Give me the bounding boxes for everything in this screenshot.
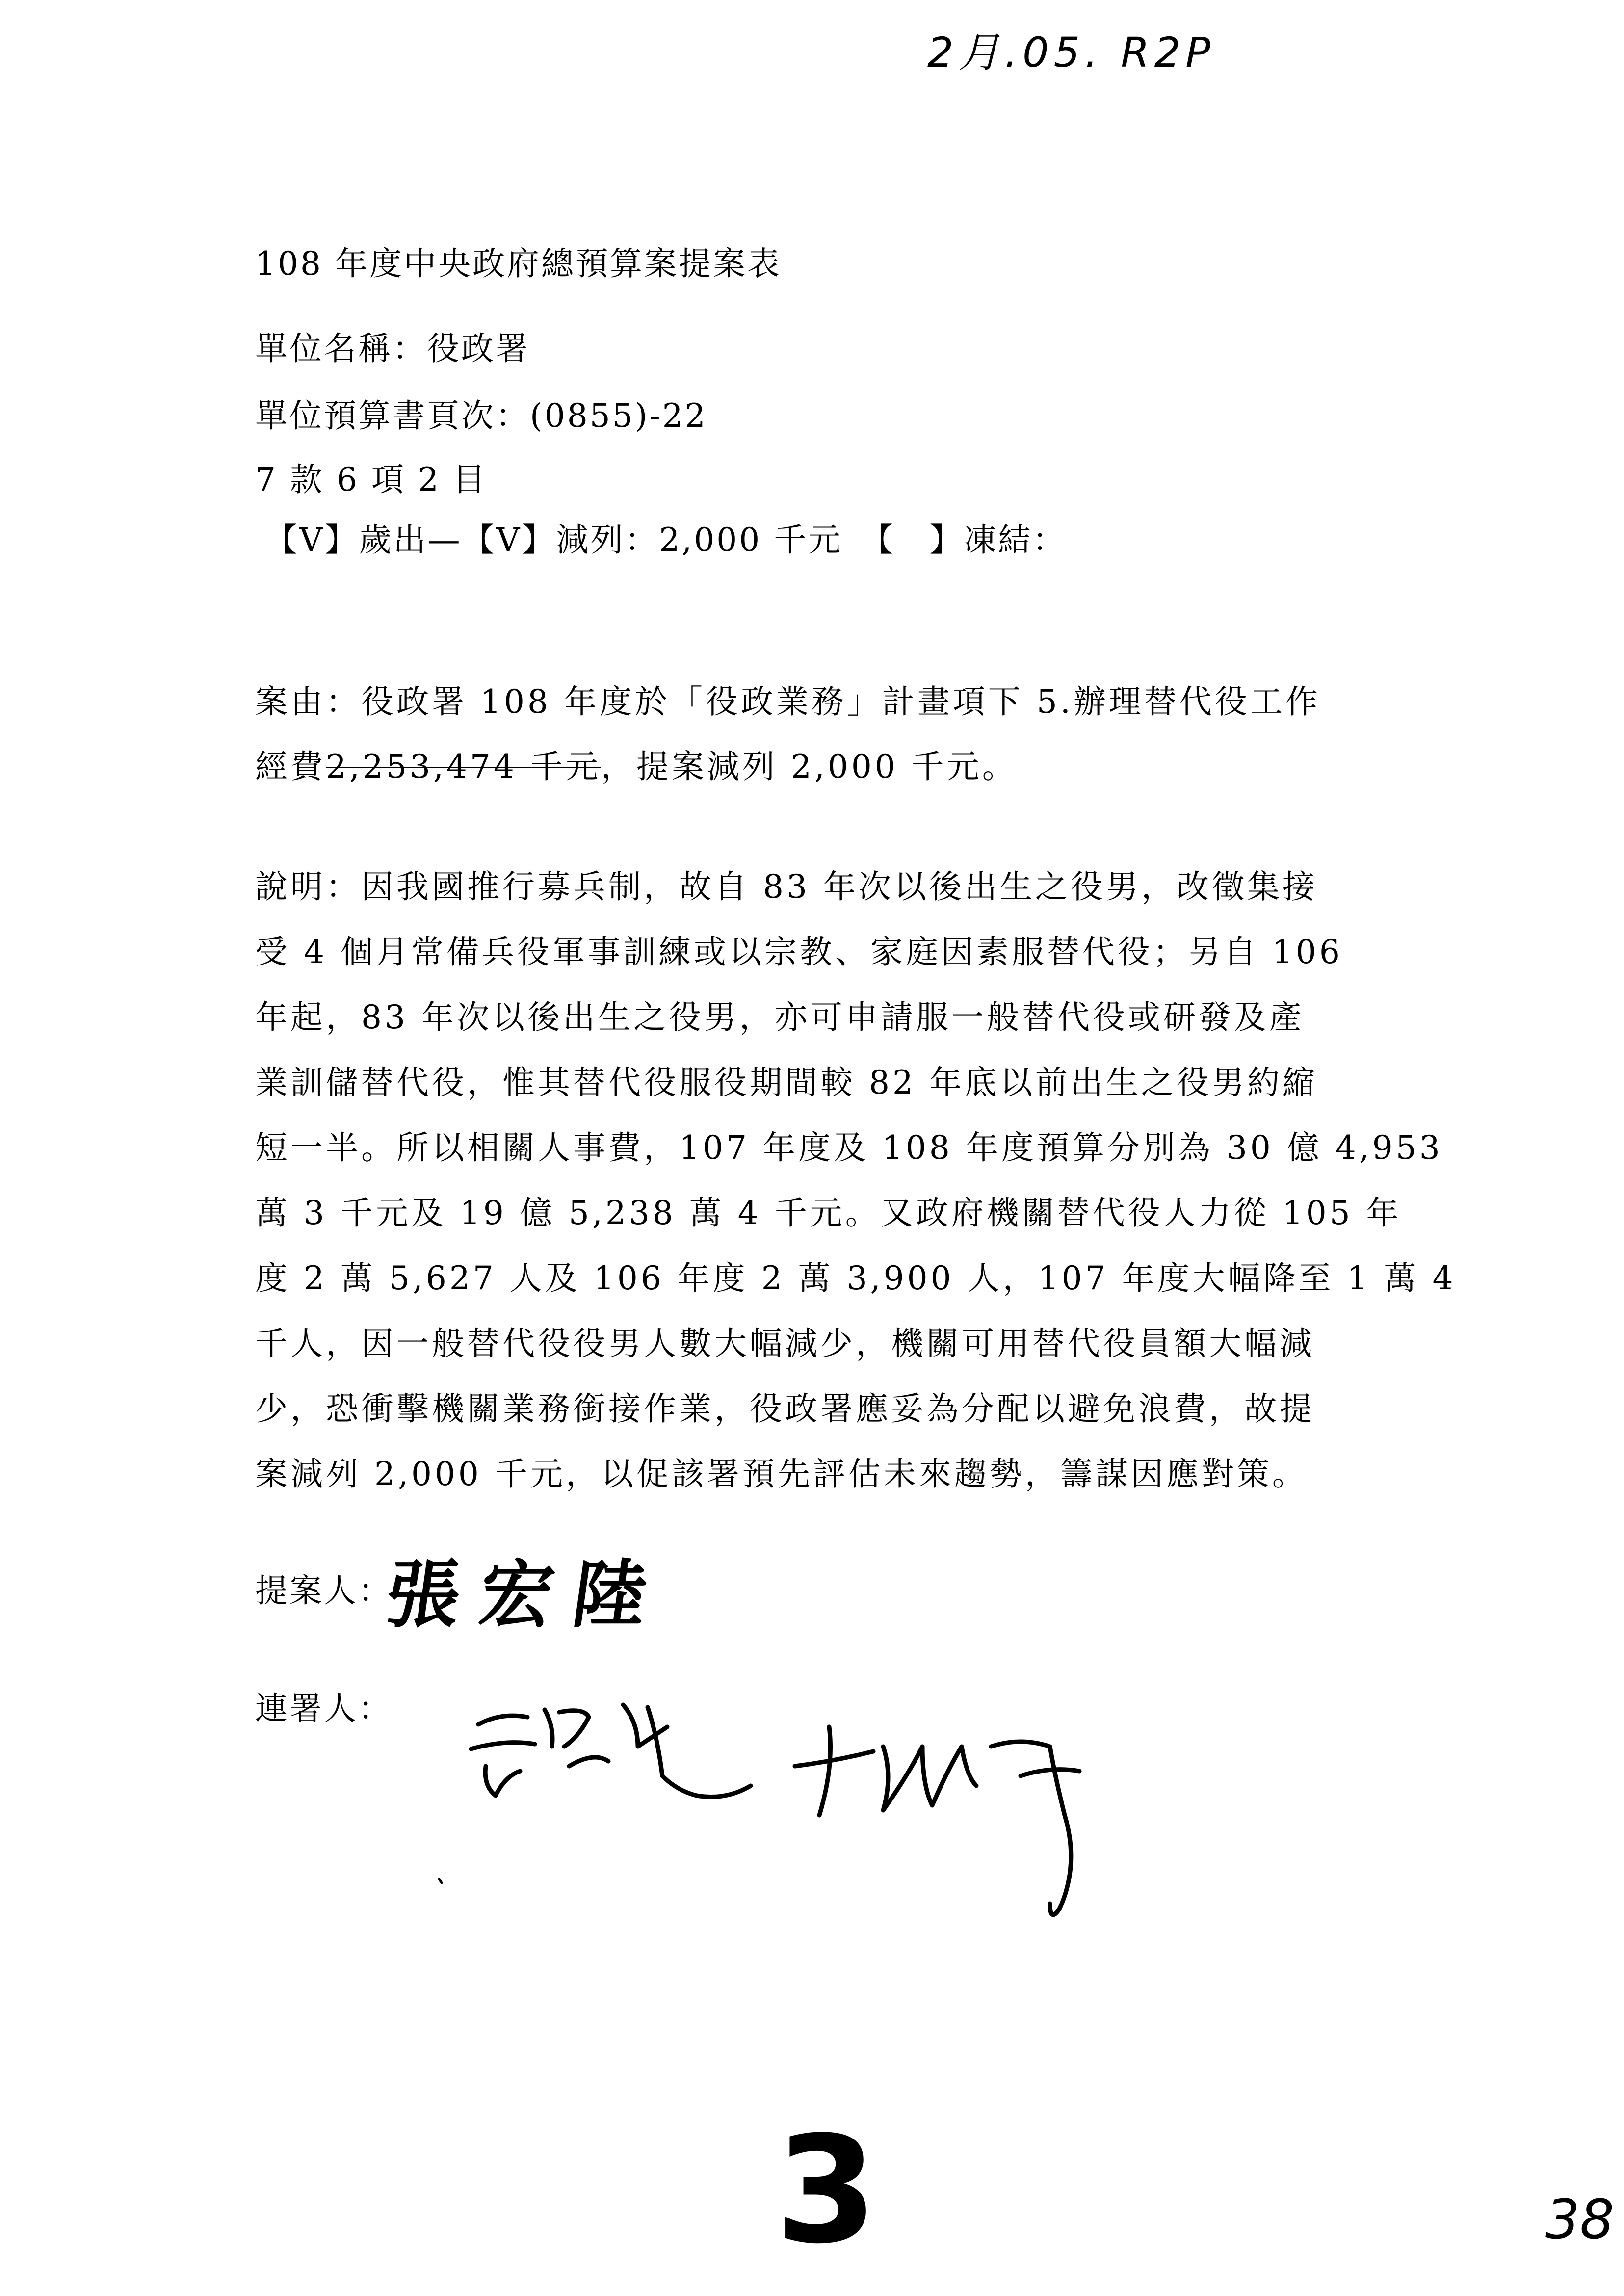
page-number: 3 <box>775 2105 878 2276</box>
item-code: 7 款 6 項 2 目 <box>255 461 487 498</box>
document-title: 108 年度中央政府總預算案提案表 <box>255 245 782 283</box>
expense-line: 【V】歲出—【V】減列：2,000 千元 【 】凍結： <box>265 521 1067 559</box>
explanation-line-8: 千人，因一般替代役役男人數大幅減少，機關可用替代役員額大幅減 <box>255 1325 1315 1362</box>
budget-page-ref: 單位預算書頁次：(0855)-22 <box>255 397 707 435</box>
cosigner-label: 連署人： <box>255 1690 393 1727</box>
explanation-line-9: 少，恐衝擊機關業務銜接作業，役政署應妥為分配以避免浪費，故提 <box>255 1390 1315 1428</box>
reason-amount: 2,253,474 千元 <box>326 748 601 785</box>
proposer-signature: 張宏陸 <box>380 1553 673 1638</box>
explanation-line-4: 業訓儲替代役，惟其替代役服役期間較 82 年底以前出生之役男約縮 <box>255 1064 1318 1101</box>
explanation-line-1: 說明：因我國推行募兵制，故自 83 年次以後出生之役男，改徵集接 <box>255 868 1318 906</box>
explanation-line-3: 年起，83 年次以後出生之役男，亦可申請服一般替代役或研發及產 <box>255 998 1305 1036</box>
cosigner-signature-1 <box>478 1716 527 1724</box>
explanation-line-10: 案減列 2,000 千元，以促該署預先評估未來趨勢，籌謀因應對策。 <box>255 1455 1308 1493</box>
corner-number: 38 <box>1545 2188 1614 2251</box>
explanation-line-7: 度 2 萬 5,627 人及 106 年度 2 萬 3,900 人，107 年度大幅降至 1 萬 4 <box>255 1259 1456 1297</box>
cosigner-signature-2 <box>795 1751 873 1766</box>
reason-line-1: 案由：役政署 108 年度於「役政業務」計畫項下 5.辦理替代役工作 <box>255 683 1321 721</box>
proposer-label: 提案人： <box>255 1572 393 1610</box>
explanation-line-6: 萬 3 千元及 19 億 5,238 萬 4 千元。又政府機關替代役人力從 105 年 <box>255 1194 1402 1232</box>
reason-suffix: ，提案減列 2,000 千元。 <box>601 748 1018 785</box>
reason-prefix: 經費 <box>255 748 326 785</box>
explanation-line-5: 短一半。所以相關人事費，107 年度及 108 年度預算分別為 30 億 4,953 <box>255 1129 1443 1167</box>
unit-name: 單位名稱：役政署 <box>255 330 530 367</box>
header-stamp: 2月.05. R2P <box>927 28 1215 77</box>
explanation-line-2: 受 4 個月常備兵役軍事訓練或以宗教、家庭因素服替代役；另自 106 <box>255 933 1343 971</box>
